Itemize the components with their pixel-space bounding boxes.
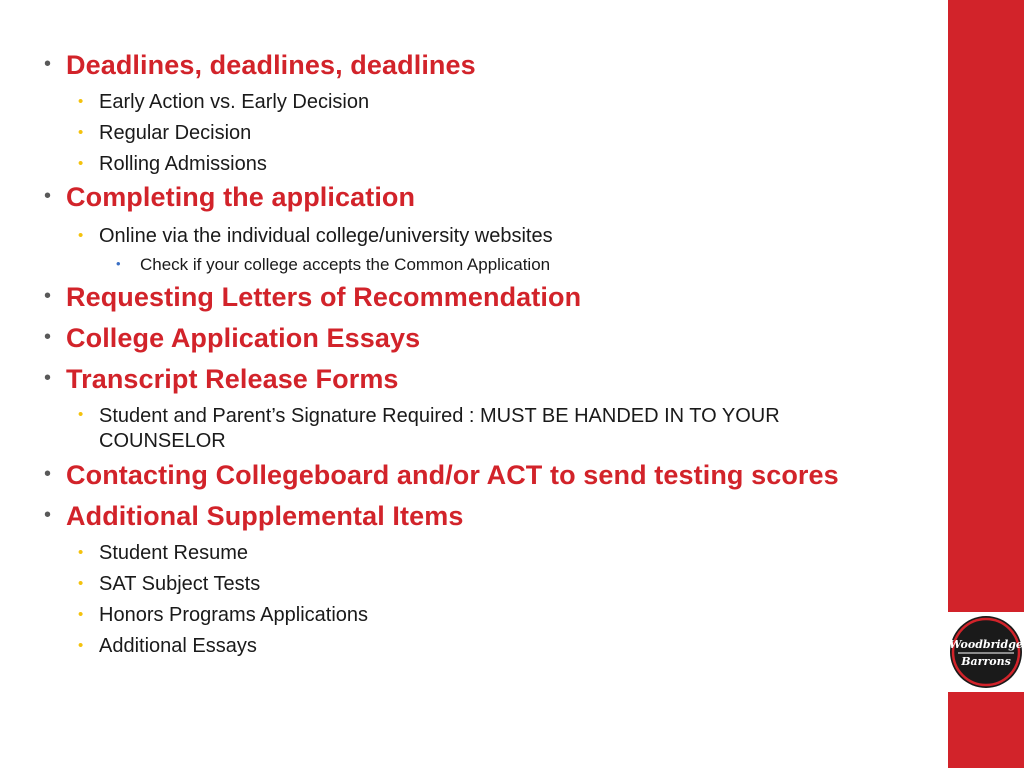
bullet-dot: •	[44, 53, 52, 75]
logo-emblem	[948, 612, 1024, 692]
logo-line1: Woodbridge	[949, 638, 1023, 651]
sub-bullet-dot: •	[78, 544, 84, 561]
logo-line2: Barrons	[961, 655, 1011, 668]
bullet-heading: Deadlines, deadlines, deadlines	[66, 50, 476, 80]
bullet-dot: •	[44, 504, 52, 526]
bullet-heading: College Application Essays	[66, 323, 421, 353]
bullet-heading: Completing the application	[66, 182, 416, 212]
bullet-heading: Requesting Letters of Recommendation	[66, 282, 582, 312]
sub-item-text: Additional Essays	[99, 635, 257, 657]
sub-bullet-dot: •	[78, 227, 84, 244]
sub-bullet-dot: •	[78, 93, 84, 110]
bullet-dot: •	[44, 367, 52, 389]
sub-item-text: SAT Subject Tests	[99, 573, 261, 595]
sub-item-text: Honors Programs Applications	[99, 604, 369, 626]
sub-item-text: Student and Parent’s Signature Required : MUST BE HANDED IN TO YOUR COUNSELOR	[99, 405, 780, 452]
bullet-heading: Transcript Release Forms	[66, 364, 399, 394]
sub-sub-bullet-dot: •	[116, 256, 121, 271]
sub-item-text: Online via the individual college/university websites	[99, 225, 553, 247]
sub-item-text: Student Resume	[99, 542, 248, 564]
sub-bullet-dot: •	[78, 606, 84, 623]
bullet-heading: Additional Supplemental Items	[66, 501, 464, 531]
sub-bullet-dot: •	[78, 637, 84, 654]
bullet-dot: •	[44, 185, 52, 207]
sub-bullet-dot: •	[78, 575, 84, 592]
woodbridge-barrons-logo	[948, 612, 1024, 692]
bullet-dot: •	[44, 285, 52, 307]
sub-item-text: Regular Decision	[99, 122, 252, 144]
bullet-dot: •	[44, 326, 52, 348]
bullet-heading: Contacting Collegeboard and/or ACT to send testing scores	[66, 460, 839, 490]
bullet-dot: •	[44, 463, 52, 485]
sub-bullet-dot: •	[78, 406, 84, 423]
sub-bullet-dot: •	[78, 124, 84, 141]
sub-sub-item-text: Check if your college accepts the Common Application	[140, 255, 551, 274]
sub-bullet-dot: •	[78, 155, 84, 172]
sub-item-text: Early Action vs. Early Decision	[99, 91, 370, 113]
sub-item-text: Rolling Admissions	[99, 153, 267, 175]
